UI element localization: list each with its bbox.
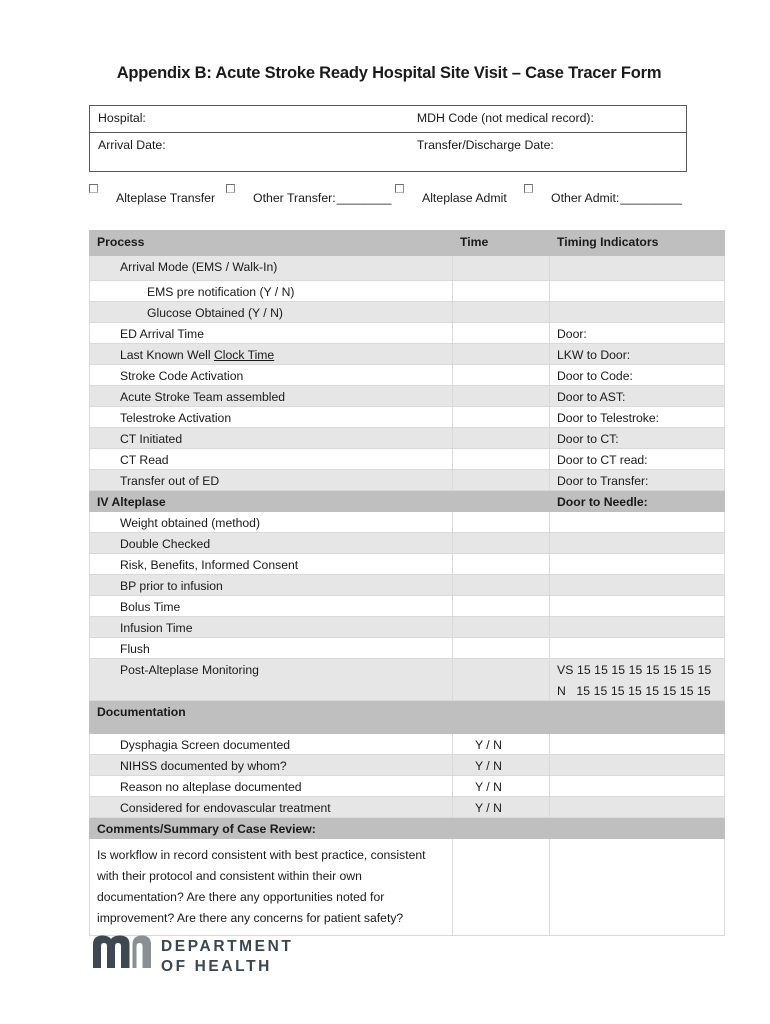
table-row xyxy=(90,281,725,302)
time-cell-blank[interactable] xyxy=(453,533,549,537)
process-label: Flush xyxy=(120,642,150,656)
time-cell-blank[interactable] xyxy=(453,365,549,369)
time-cell-blank[interactable] xyxy=(453,491,549,495)
time-cell-blank[interactable] xyxy=(453,449,549,453)
process-label: BP prior to infusion xyxy=(120,579,223,593)
time-cell-blank[interactable] xyxy=(453,323,549,327)
time-cell-blank[interactable] xyxy=(453,470,549,474)
process-label: Bolus Time xyxy=(120,600,181,614)
timing-cell-blank[interactable] xyxy=(550,797,724,801)
table-row xyxy=(90,365,725,386)
table-row xyxy=(90,554,725,575)
checkbox-other-transfer-icon[interactable] xyxy=(226,184,235,193)
table-row xyxy=(90,386,725,407)
time-cell-blank[interactable] xyxy=(453,512,549,516)
time-cell-blank[interactable] xyxy=(453,554,549,558)
comments-prompt-text: Is workflow in record consistent with best practice, consistent with their protocol and consistent within their own documentation? Are there any opportunities noted for improvement? Are there any concerns for patient safety? xyxy=(97,848,426,925)
mdh-logo xyxy=(93,934,393,979)
time-yes-no-value[interactable]: Y / N xyxy=(475,738,502,752)
column-header-time: Time xyxy=(460,235,489,249)
checkbox-label-alteplase-admit: Alteplase Admit xyxy=(422,191,507,205)
checkbox-alteplase-admit-icon[interactable] xyxy=(395,184,404,193)
case-tracer-table xyxy=(89,230,725,936)
hospital-label: Hospital: xyxy=(98,111,146,125)
timing-indicator-label[interactable]: Door to CT: xyxy=(557,432,619,446)
timing-cell-blank[interactable] xyxy=(550,281,724,285)
table-row xyxy=(90,470,725,491)
time-yes-no-value[interactable]: Y / N xyxy=(475,780,502,794)
process-label: Arrival Mode (EMS / Walk-In) xyxy=(120,260,278,274)
timing-cell-blank[interactable] xyxy=(550,755,724,759)
table-row xyxy=(90,449,725,470)
process-label: ED Arrival Time xyxy=(120,327,204,341)
timing-indicator-label[interactable]: Door to AST: xyxy=(557,390,626,404)
table-row xyxy=(90,596,725,617)
time-cell-blank[interactable] xyxy=(453,701,549,705)
table-row xyxy=(90,344,725,365)
arrival-date-label: Arrival Date: xyxy=(98,138,166,152)
table-row xyxy=(90,734,725,755)
section-label: Documentation xyxy=(97,705,186,719)
checkbox-group-other-transfer[interactable] xyxy=(226,181,391,205)
timing-cell-blank[interactable] xyxy=(550,818,724,822)
checkbox-group-alteplase-transfer[interactable] xyxy=(89,181,215,205)
table-row xyxy=(90,797,725,818)
process-label: Telestroke Activation xyxy=(120,411,232,425)
process-label: Infusion Time xyxy=(120,621,193,635)
process-label: Transfer out of ED xyxy=(120,474,220,488)
table-row xyxy=(90,533,725,554)
time-yes-no-value[interactable]: Y / N xyxy=(475,759,502,773)
process-label: Stroke Code Activation xyxy=(120,369,244,383)
column-header-timing-indicators: Timing Indicators xyxy=(557,235,659,249)
table-row xyxy=(90,407,725,428)
time-cell-blank[interactable] xyxy=(453,428,549,432)
section-label: IV Alteplase xyxy=(97,495,166,509)
process-label: Post-Alteplase Monitoring xyxy=(120,663,259,677)
mdh-logo-text xyxy=(161,937,294,978)
table-row xyxy=(90,617,725,638)
process-label: Reason no alteplase documented xyxy=(120,780,302,794)
time-cell-blank[interactable] xyxy=(453,344,549,348)
process-label-prefix: Last Known Well xyxy=(120,348,214,362)
timing-cell-blank[interactable] xyxy=(550,554,724,558)
timing-cell-blank[interactable] xyxy=(550,734,724,738)
table-row xyxy=(90,575,725,596)
checkbox-blank-other-transfer[interactable]: ________ xyxy=(336,191,392,205)
timing-cell-blank[interactable] xyxy=(550,575,724,579)
table-row xyxy=(90,776,725,797)
hospital-info-box xyxy=(89,105,687,172)
disposition-checkbox-row xyxy=(89,181,699,209)
time-cell-blank[interactable] xyxy=(453,302,549,306)
time-cell-blank[interactable] xyxy=(453,638,549,642)
table-header-row xyxy=(90,231,725,256)
table-row xyxy=(90,638,725,659)
checkbox-alteplase-transfer-icon[interactable] xyxy=(89,184,98,193)
timing-cell-blank[interactable] xyxy=(550,776,724,780)
table-row xyxy=(90,428,725,449)
timing-indicator-monitoring xyxy=(550,659,724,700)
timing-cell-blank[interactable] xyxy=(550,617,724,621)
logo-line-department: DEPARTMENT xyxy=(161,938,294,955)
mdh-code-label: MDH Code (not medical record): xyxy=(416,111,594,125)
timing-indicator-label[interactable]: Door: xyxy=(557,327,587,341)
time-yes-no-value[interactable]: Y / N xyxy=(475,801,502,815)
time-cell-blank[interactable] xyxy=(453,386,549,390)
timing-cell-blank[interactable] xyxy=(550,701,724,705)
monitoring-neuro-schedule: N 15 15 15 15 15 15 15 15 xyxy=(557,684,711,699)
table-row xyxy=(90,256,725,281)
column-header-process: Process xyxy=(97,235,145,249)
checkbox-label-other-transfer: Other Transfer: xyxy=(253,191,336,205)
table-row xyxy=(90,323,725,344)
process-label: Considered for endovascular treatment xyxy=(120,801,331,815)
table-row xyxy=(90,755,725,776)
timing-cell-blank[interactable] xyxy=(550,533,724,537)
checkbox-other-admit-icon[interactable] xyxy=(524,184,533,193)
process-label: Weight obtained (method) xyxy=(120,516,261,530)
timing-cell-blank[interactable] xyxy=(550,512,724,516)
section-label: Comments/Summary of Case Review: xyxy=(97,822,316,836)
process-label: Dysphagia Screen documented xyxy=(120,738,291,752)
info-row-dates xyxy=(90,133,686,171)
time-cell-blank[interactable] xyxy=(453,575,549,579)
timing-cell-blank[interactable] xyxy=(550,302,724,306)
process-label xyxy=(90,344,452,363)
table-section-row xyxy=(90,491,725,512)
checkbox-group-alteplase-admit[interactable] xyxy=(395,181,507,205)
checkbox-label-other-admit: Other Admit: xyxy=(551,191,620,205)
timing-indicator-label[interactable]: LKW to Door: xyxy=(557,348,631,362)
timing-indicator-label[interactable]: Door to Telestroke: xyxy=(557,411,660,425)
process-label: CT Initiated xyxy=(120,432,183,446)
logo-line-of-health: OF HEALTH xyxy=(161,958,272,976)
table-row xyxy=(90,659,725,701)
timing-cell-blank[interactable] xyxy=(550,256,724,260)
time-cell-blank[interactable] xyxy=(453,256,549,260)
checkbox-blank-other-admit[interactable]: _________ xyxy=(620,191,682,205)
table-body xyxy=(90,256,725,936)
process-label: Risk, Benefits, Informed Consent xyxy=(120,558,299,572)
table-section-row xyxy=(90,701,725,734)
process-label: Double Checked xyxy=(120,537,211,551)
timing-indicator-label[interactable]: Door to Transfer: xyxy=(557,474,649,488)
table-row xyxy=(90,302,725,323)
process-label: CT Read xyxy=(120,453,169,467)
page-title: Appendix B: Acute Stroke Ready Hospital Site Visit – Case Tracer Form xyxy=(116,64,662,82)
mn-logo-mark-icon xyxy=(93,935,151,974)
timing-cell-blank[interactable] xyxy=(550,839,724,843)
time-cell-blank[interactable] xyxy=(453,596,549,600)
process-label: EMS pre notification (Y / N) xyxy=(147,285,295,299)
info-row-hospital xyxy=(90,106,686,133)
time-cell-blank[interactable] xyxy=(453,407,549,411)
monitoring-vs-schedule: VS 15 15 15 15 15 15 15 15 xyxy=(557,663,712,677)
timing-indicator-label[interactable]: Door to Code: xyxy=(557,369,633,383)
time-cell-blank[interactable] xyxy=(453,281,549,285)
time-cell-blank[interactable] xyxy=(453,839,549,843)
timing-cell-blank[interactable] xyxy=(550,596,724,600)
checkbox-label-alteplase-transfer: Alteplase Transfer xyxy=(116,191,216,205)
time-cell-blank[interactable] xyxy=(453,617,549,621)
time-cell-blank[interactable] xyxy=(453,659,549,663)
process-label: NIHSS documented by whom? xyxy=(120,759,287,773)
process-label: Acute Stroke Team assembled xyxy=(120,390,286,404)
table-section-row xyxy=(90,818,725,839)
process-label: Glucose Obtained (Y / N) xyxy=(147,306,283,320)
time-cell-blank[interactable] xyxy=(453,818,549,822)
table-row xyxy=(90,512,725,533)
process-label-underlined: Clock Time xyxy=(213,348,275,362)
timing-indicator-label[interactable]: Door to CT read: xyxy=(557,453,648,467)
timing-indicator-label[interactable]: Door to Needle: xyxy=(557,495,648,509)
checkbox-group-other-admit[interactable] xyxy=(524,181,682,205)
transfer-discharge-date-label: Transfer/Discharge Date: xyxy=(416,138,554,152)
table-row xyxy=(90,839,725,936)
timing-cell-blank[interactable] xyxy=(550,638,724,642)
